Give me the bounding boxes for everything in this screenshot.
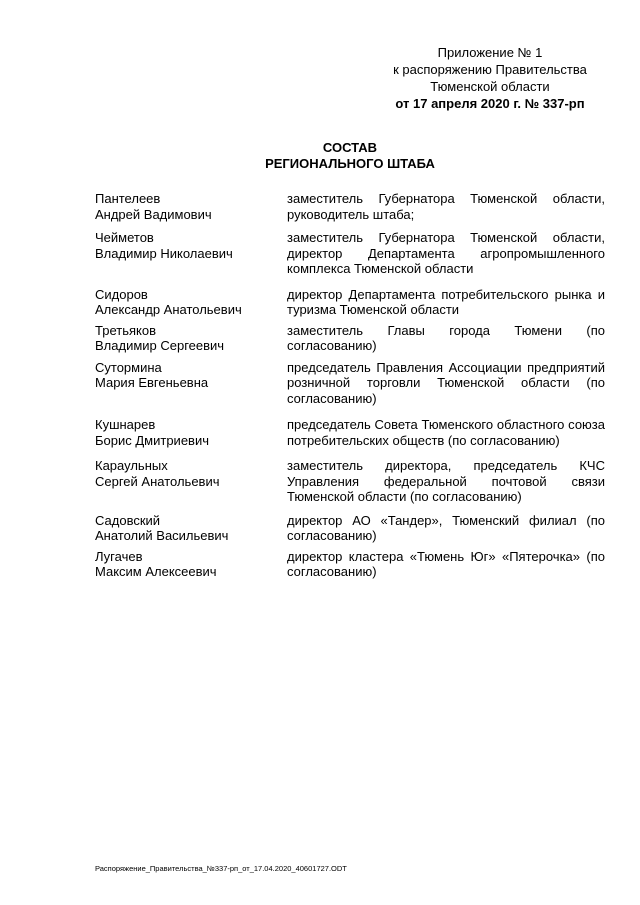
member-role: заместитель директора, председатель КЧС Управления федеральной почтовой связи Тюменской области (по согласованию) xyxy=(287,458,605,504)
member-surname: Караульных xyxy=(95,458,168,473)
member-surname: Кушнарев xyxy=(95,417,156,432)
member-name xyxy=(95,513,287,544)
member-name xyxy=(95,417,287,448)
title-line-1: СОСТАВ xyxy=(322,140,378,155)
member-row xyxy=(95,417,605,448)
member-name xyxy=(95,230,287,277)
appendix-header xyxy=(360,44,620,112)
member-role: директор кластера «Тюмень Юг» «Пятерочка» (по согласованию) xyxy=(287,548,605,579)
title-line-2: РЕГИОНАЛЬНОГО ШТАБА xyxy=(265,156,435,171)
member-role: директор Департамента потребительского рынка и туризма Тюменской области xyxy=(287,286,605,317)
file-name-footer: Распоряжение_Правительства_№337-рп_от_17.04.2020_40601727.ODT xyxy=(95,864,347,873)
member-name xyxy=(95,191,287,222)
member-given-names: Андрей Вадимович xyxy=(95,206,212,222)
member-row xyxy=(95,230,605,277)
member-role: заместитель Губернатора Тюменской области, директор Департамента агропромышленного комплекса Тюменской области xyxy=(287,230,605,276)
member-surname: Сидоров xyxy=(95,286,148,302)
member-name xyxy=(95,323,287,354)
member-given-names: Владимир Сергеевич xyxy=(95,338,225,353)
member-role: председатель Правления Ассоциации предприятий розничной торговли Тюменской области (по согласованию) xyxy=(287,359,605,406)
members-list xyxy=(95,191,605,580)
member-name xyxy=(95,287,287,318)
member-row xyxy=(95,549,605,580)
member-given-names: Борис Дмитриевич xyxy=(95,432,209,448)
member-given-names: Максим Алексеевич xyxy=(95,564,217,579)
appendix-reference: к распоряжению Правительства xyxy=(393,62,587,77)
member-row xyxy=(95,191,605,222)
appendix-number: Приложение № 1 xyxy=(437,45,543,60)
appendix-region: Тюменской области xyxy=(430,79,550,94)
member-role: директор АО «Тандер», Тюменский филиал (по согласованию) xyxy=(287,512,605,543)
member-given-names: Мария Евгеньевна xyxy=(95,375,209,390)
member-surname: Лугачев xyxy=(95,548,143,564)
member-row xyxy=(95,360,605,407)
member-row xyxy=(95,513,605,544)
member-surname: Третьяков xyxy=(95,322,156,338)
member-surname: Чейметов xyxy=(95,230,154,245)
member-given-names: Сергей Анатольевич xyxy=(95,473,220,489)
member-role: заместитель Главы города Тюмени (по согласованию) xyxy=(287,322,605,353)
member-row xyxy=(95,323,605,354)
member-surname: Пантелеев xyxy=(95,191,161,206)
document-title xyxy=(0,140,640,172)
appendix-date: от 17 апреля 2020 г. № 337-рп xyxy=(395,96,585,111)
member-name xyxy=(95,360,287,407)
member-given-names: Владимир Николаевич xyxy=(95,245,233,261)
member-role: заместитель Губернатора Тюменской области, руководитель штаба; xyxy=(287,191,605,222)
member-surname: Садовский xyxy=(95,512,161,528)
member-surname: Сутормина xyxy=(95,359,162,375)
member-given-names: Анатолий Васильевич xyxy=(95,528,229,543)
member-row xyxy=(95,458,605,505)
member-given-names: Александр Анатольевич xyxy=(95,302,242,317)
member-name xyxy=(95,458,287,505)
member-row xyxy=(95,287,605,318)
member-role: председатель Совета Тюменского областного союза потребительских обществ (по согласованию) xyxy=(287,417,605,448)
member-name xyxy=(95,549,287,580)
